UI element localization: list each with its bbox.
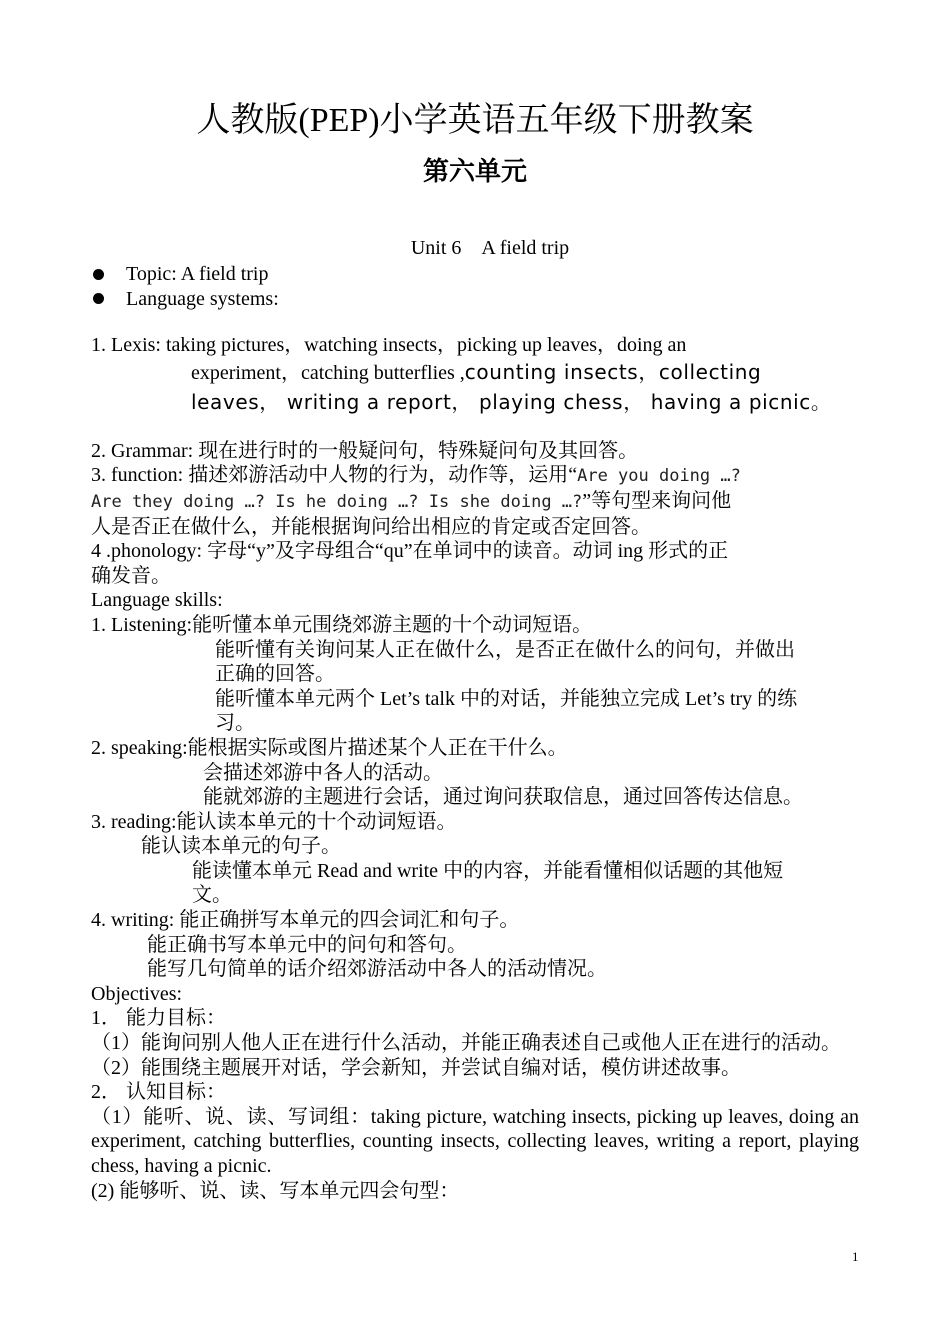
reading-line: 3. reading:能认读本单元的十个动词短语。 — [91, 810, 457, 833]
reading-line: 能认读本单元的句子。 — [141, 835, 341, 858]
objective-heading: 1． 能力目标： — [91, 1007, 226, 1030]
unit-heading: Unit 6 A field trip — [410, 237, 570, 259]
phonology-line: 确发音。 — [91, 564, 171, 587]
function-line — [91, 463, 859, 489]
speaking-line: 会描述郊游中各人的活动。 — [203, 761, 443, 784]
reading-line: 文。 — [192, 884, 232, 907]
bullet-icon — [93, 293, 104, 304]
listening-line: 1. Listening:能听懂本单元围绕郊游主题的十个动词短语。 — [91, 613, 593, 636]
writing-line: 4. writing: 能正确拼写本单元的四会词汇和句子。 — [91, 909, 520, 932]
lexis-text: counting insects，collecting — [464, 359, 762, 384]
phonology-line: 4 .phonology: 字母“y”及字母组合“qu”在单词中的读音。动词 ing 形式的正 — [91, 540, 729, 563]
lexis-text: experiment，catching butterflies , — [191, 361, 465, 384]
objective-item: (2) 能够听、说、读、写本单元四会句型： — [91, 1179, 460, 1202]
bullet-icon — [93, 269, 104, 280]
listening-line: 能听懂有关询问某人正在做什么，是否正在做什么的问句，并做出 — [215, 638, 795, 661]
function-text: 3. function: 描述郊游活动中人物的行为，动作等，运用“ — [91, 464, 578, 487]
document-body — [91, 262, 859, 1203]
function-pattern: Are they doing …? Is he doing …? Is she doing …? — [91, 491, 583, 512]
speaking-line: 能就郊游的主题进行会话，通过询问获取信息，通过回答传达信息。 — [203, 786, 803, 809]
objective-item: （2）能围绕主题展开对话，学会新知，并尝试自编对话，模仿讲述故事。 — [91, 1056, 741, 1079]
page-number: 1 — [852, 1249, 859, 1264]
function-pattern: Are you doing …? — [577, 466, 741, 487]
function-line — [91, 489, 859, 515]
function-text: ”等句型来询问他 — [582, 489, 732, 512]
lexis-line: leaves， writing a report， playing chess， having a picnic。 — [191, 389, 832, 414]
writing-line: 能写几句简单的话介绍郊游活动中各人的活动情况。 — [147, 958, 607, 981]
section-label: Language skills: — [91, 589, 223, 612]
bullet-text: Language systems: — [126, 287, 279, 310]
listening-line: 能听懂本单元两个 Let’s talk 中的对话，并能独立完成 Let’s try 的练 — [215, 687, 798, 710]
writing-line: 能正确书写本单元中的问句和答句。 — [147, 933, 467, 956]
bullet-text: Topic: A field trip — [126, 263, 269, 285]
page-subtitle: 第六单元 — [422, 157, 527, 187]
bullet-item — [91, 287, 859, 312]
speaking-line: 2. speaking:能根据实际或图片描述某个人正在干什么。 — [91, 736, 568, 759]
section-label: Objectives: — [91, 982, 183, 1005]
bullet-item — [91, 262, 859, 287]
lexis-line — [91, 358, 859, 387]
objective-heading: 2． 认知目标： — [91, 1081, 226, 1104]
listening-line: 习。 — [215, 712, 255, 735]
reading-line: 能读懂本单元 Read and write 中的内容，并能看懂相似话题的其他短 — [192, 859, 784, 882]
grammar-line: 2. Grammar: 现在进行时的一般疑问句，特殊疑问句及其回答。 — [91, 439, 639, 462]
lexis-line: 1. Lexis: taking pictures，watching insects，picking up leaves，doing an — [91, 334, 687, 357]
page-title: 人教版(PEP)小学英语五年级下册教案 — [196, 102, 754, 139]
listening-line: 正确的回答。 — [215, 663, 335, 686]
function-line: 人是否正在做什么，并能根据询问给出相应的肯定或否定回答。 — [91, 515, 651, 538]
objective-item: （1）能询问别人他人正在进行什么活动，并能正确表述自己或他人正在进行的活动。 — [91, 1032, 841, 1055]
objective-item: （1）能听、说、读、写词组：taking picture, watching insects, picking up leaves, doing an experiment, catching butterflies, counting insects, collecting leaves, writing a report, playing chess, having a picnic. — [91, 1105, 859, 1177]
